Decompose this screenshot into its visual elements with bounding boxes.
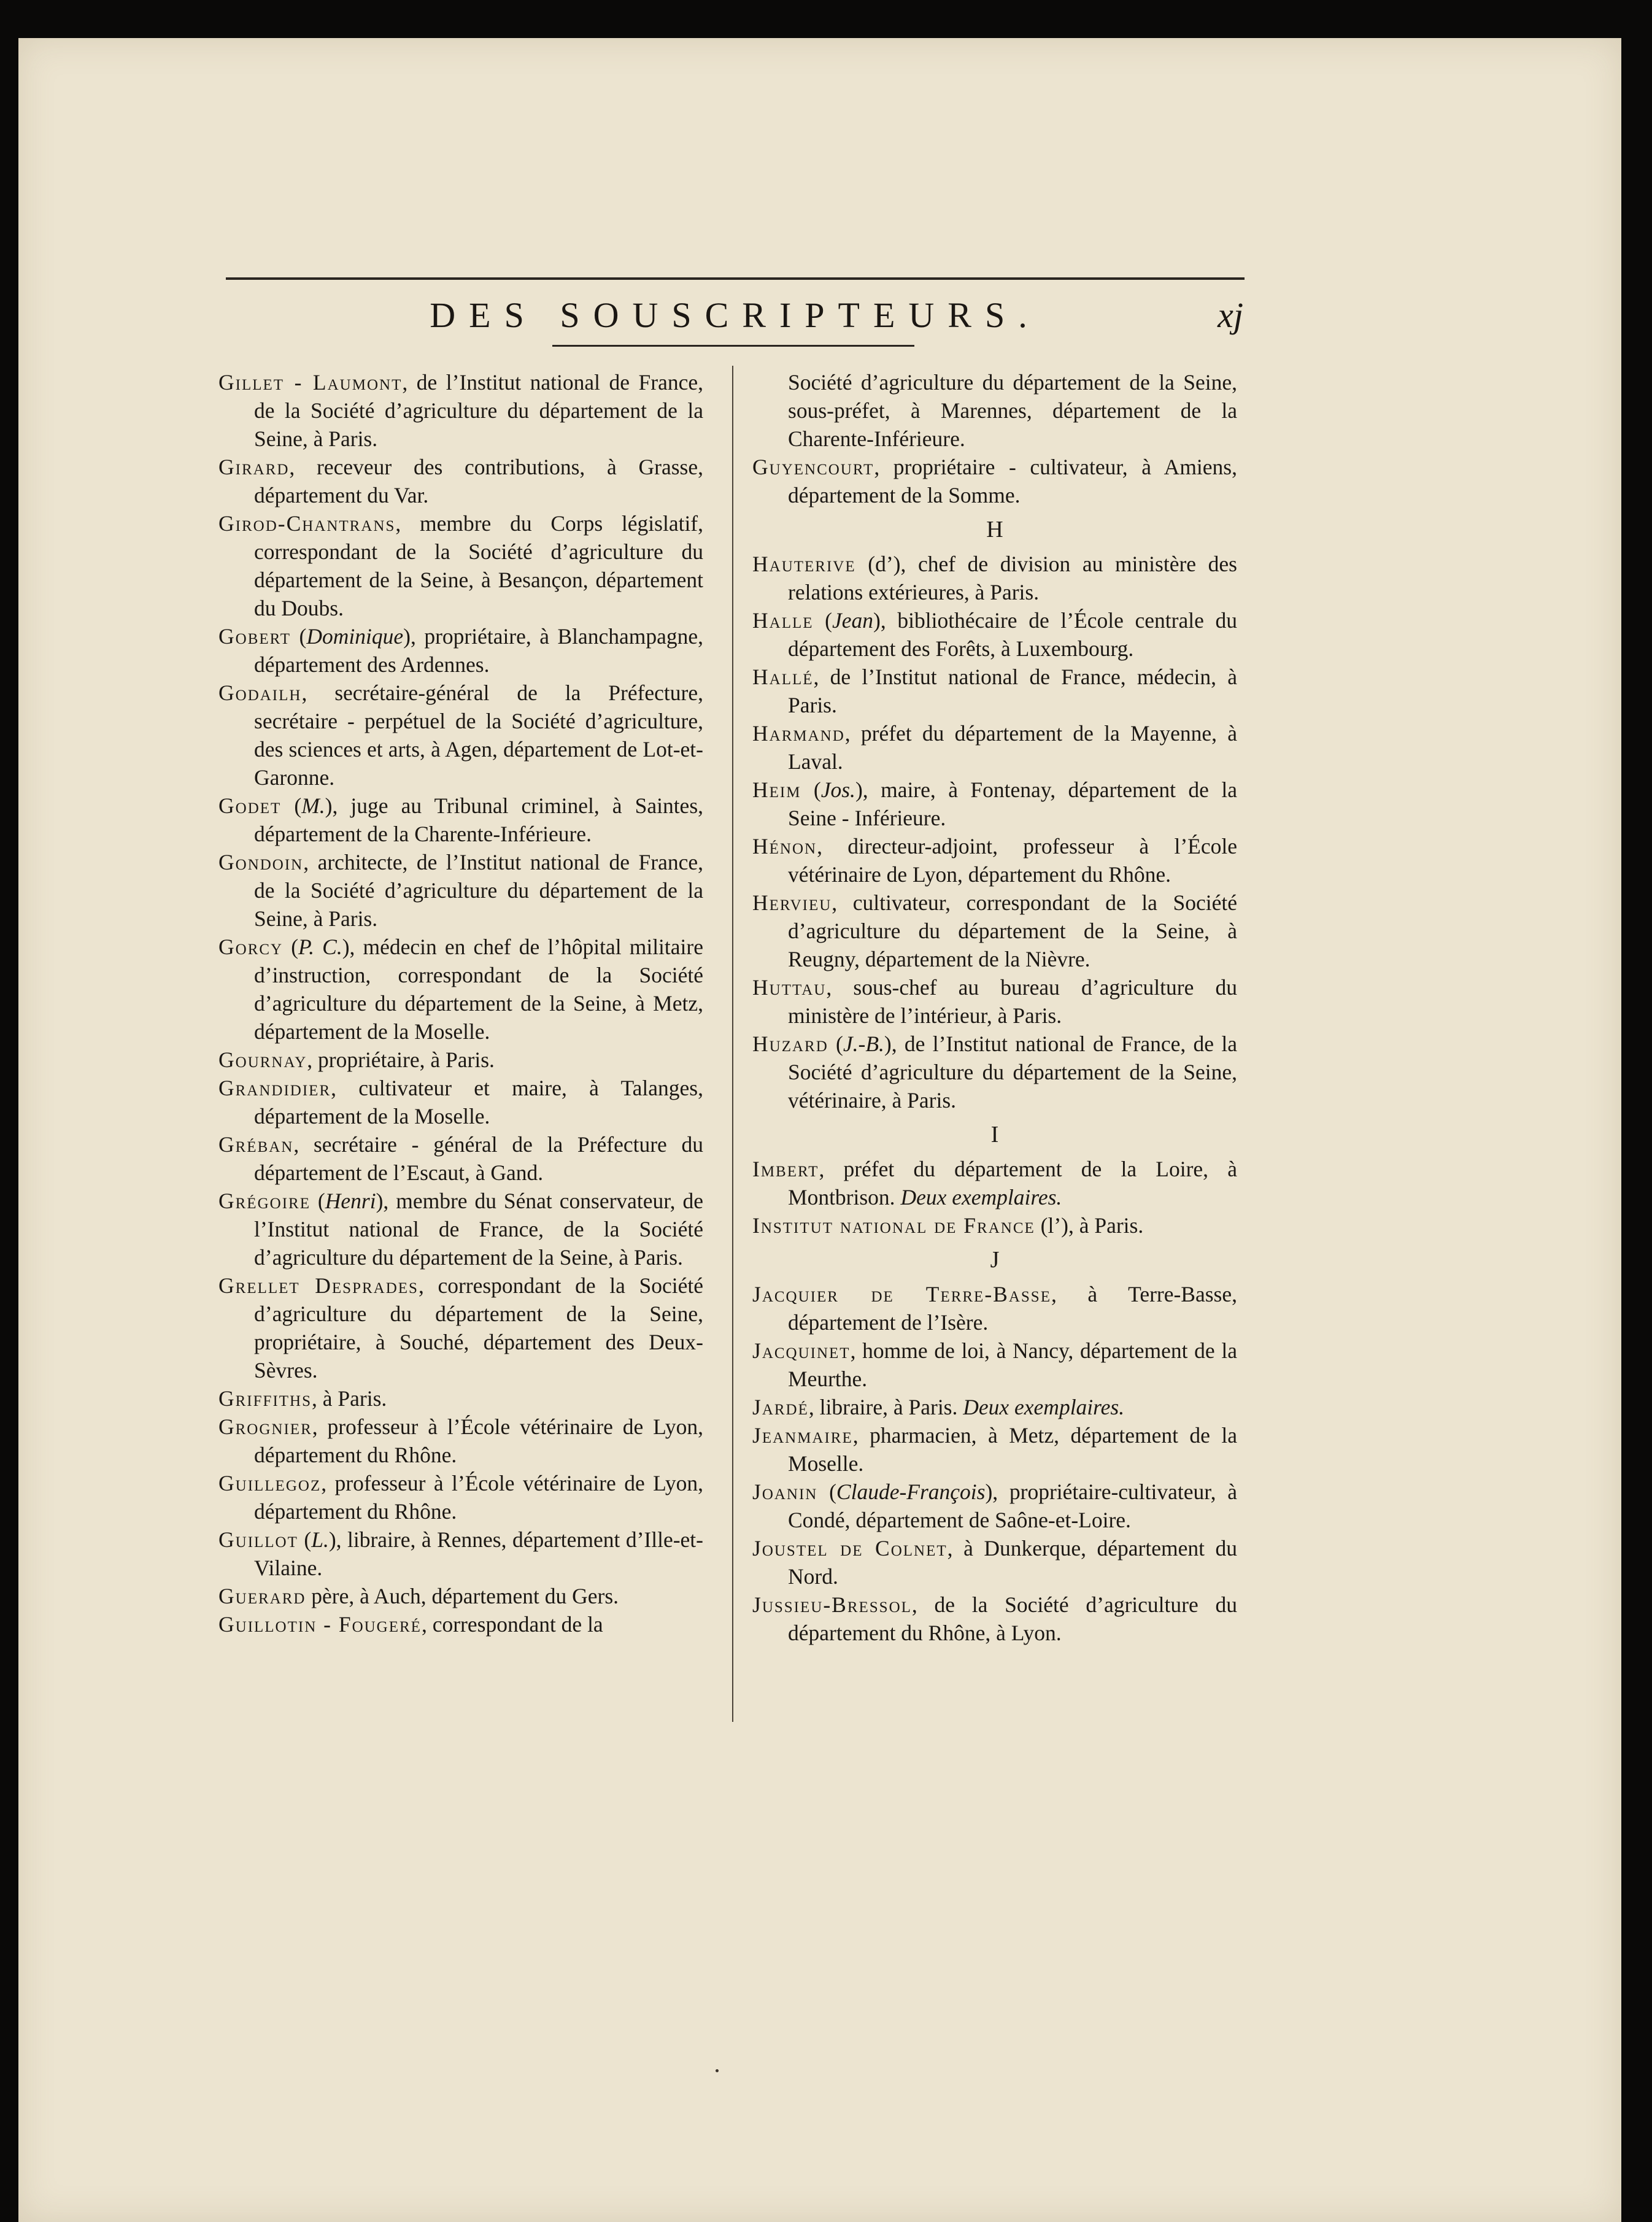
entry-text: , de l’Institut national de France, de la Société d’agriculture du département de la Seine, à Paris. (254, 370, 703, 451)
subscriber-name: Joanin (752, 1479, 818, 1504)
entry-text: , membre du Corps législatif, correspondant de la Société d’agriculture du département de la Seine, à Besançon, département du Doubs. (254, 511, 703, 620)
entry-text: , receveur des contributions, à Grasse, département du Var. (254, 455, 703, 507)
subscriber-name: Hallé (752, 665, 814, 689)
subscriber-entry (218, 1074, 703, 1130)
section-letter: I (990, 1122, 999, 1148)
entry-text: , à Terre-Basse, département de l’Isère. (788, 1282, 1237, 1335)
entry-text: , correspondant de la (421, 1612, 603, 1637)
subscriber-entry (218, 368, 703, 453)
left-column (218, 368, 703, 1638)
subscriber-entry (218, 509, 703, 622)
entry-text: , correspondant de la Société d’agriculture du département de la Seine, propriétaire, à Souché, département des Deux-Sèvres. (254, 1273, 703, 1383)
subscriber-entry (218, 1046, 703, 1074)
subscriber-name: Guerard (218, 1584, 306, 1608)
entry-text: ( (310, 1189, 325, 1213)
section-letter: J (990, 1247, 1000, 1273)
subscriber-entry (752, 889, 1237, 973)
subscriber-name: Huttau (752, 975, 827, 1000)
entry-text: ( (291, 624, 307, 649)
copies-note: Deux exemplaires. (900, 1185, 1062, 1209)
subscriber-name: Girod-Chantrans (218, 511, 396, 536)
entry-text: , professeur à l’École vétérinaire de Lyon, département du Rhône. (254, 1414, 703, 1467)
entry-text: ), médecin en chef de l’hôpital militaire d’instruction, correspondant de la Société d’agriculture du département de la Seine, à Metz, département de la Moselle. (254, 935, 703, 1044)
entry-text: , cultivateur, correspondant de la Société d’agriculture du département de la Seine, à Reugny, département de la Nièvre. (788, 890, 1237, 971)
subscriber-name: Harmand (752, 721, 845, 746)
subscriber-name: Hénon (752, 834, 817, 858)
subscriber-name: Heim (752, 777, 801, 802)
entry-text: ), libraire, à Rennes, département d’Ille-et-Vilaine. (254, 1527, 703, 1580)
entry-text: ( (283, 935, 299, 959)
entry-text: ), propriétaire, à Blanchampagne, département des Ardennes. (254, 624, 704, 677)
right-column (752, 368, 1237, 1647)
subscriber-entry (752, 606, 1237, 663)
entry-text: ( (298, 1527, 312, 1552)
subscriber-name: Gréban (218, 1132, 294, 1157)
subscriber-entry (218, 1384, 703, 1413)
subscriber-entry (218, 1413, 703, 1469)
entry-continuation (752, 368, 1237, 453)
running-title: DES SOUSCRIPTEURS. (430, 295, 1041, 335)
subscriber-entry (752, 663, 1237, 719)
entry-text: (l’), à Paris. (1035, 1213, 1144, 1238)
subscriber-forename: Henri (325, 1189, 376, 1213)
copies-note: Deux exemplaires. (963, 1395, 1125, 1419)
subscriber-entry (752, 1030, 1237, 1114)
subscriber-name: Godet (218, 793, 282, 818)
subscriber-entry (752, 719, 1237, 776)
subscriber-name: Jeanmaire (752, 1423, 853, 1448)
subscriber-entry (752, 1280, 1237, 1337)
subscriber-name: Grégoire (218, 1189, 311, 1213)
subscriber-name: Jardé (752, 1395, 809, 1419)
entry-text: , de l’Institut national de France, médecin, à Paris. (788, 665, 1237, 717)
subscriber-name: Guillot (218, 1527, 298, 1552)
entry-text: , sous-chef au bureau d’agriculture du ministère de l’intérieur, à Paris. (788, 975, 1237, 1028)
entry-text: (d’), chef de division au ministère des relations extérieures, à Paris. (788, 552, 1237, 604)
subscriber-name: Gournay (218, 1047, 307, 1072)
entry-text: , secrétaire-général de la Préfecture, secrétaire - perpétuel de la Société d’agriculture, des sciences et arts, à Agen, département de Lot-et-Garonne. (254, 681, 703, 790)
entry-text: , homme de loi, à Nancy, département de la Meurthe. (788, 1338, 1237, 1391)
column-divider (732, 366, 733, 1722)
entry-text: Société d’agriculture du département de la Seine, sous-préfet, à Marennes, département de la Charente-Inférieure. (788, 370, 1237, 451)
subscriber-name: Institut national de France (752, 1213, 1035, 1238)
subscriber-entry (218, 1187, 703, 1271)
entry-text: ( (813, 608, 832, 633)
entry-text: ( (817, 1479, 836, 1504)
entry-text: , architecte, de l’Institut national de France, de la Société d’agriculture du département de la Seine, à Paris. (254, 850, 703, 931)
entry-text: ( (801, 777, 821, 802)
subscriber-forename: Jos. (820, 777, 855, 802)
subscriber-entry (218, 622, 703, 679)
subscriber-entry (752, 1337, 1237, 1393)
subscriber-forename: Dominique (306, 624, 404, 649)
subscriber-name: Gillet - Laumont (218, 370, 403, 395)
subscriber-name: Huzard (752, 1032, 828, 1056)
section-letter: H (986, 517, 1003, 542)
entry-text: ), de l’Institut national de France, de la Société d’agriculture du département de la Seine, vétérinaire, à Paris. (788, 1032, 1237, 1113)
subscriber-entry (752, 1534, 1237, 1591)
entry-text: ), membre du Sénat conservateur, de l’Institut national de France, de la Société d’agriculture du département de la Seine, à Paris. (254, 1189, 704, 1270)
subscriber-entry (218, 1526, 703, 1582)
entry-text: , à Dunkerque, département du Nord. (788, 1536, 1237, 1589)
entry-text: ), bibliothécaire de l’École centrale du département des Forêts, à Luxembourg. (788, 608, 1237, 661)
subscriber-entry (752, 973, 1237, 1030)
entry-text: père, à Auch, département du Gers. (306, 1584, 619, 1608)
paper-speck (716, 2069, 719, 2072)
entry-text: , directeur-adjoint, professeur à l’École vétérinaire de Lyon, département du Rhône. (788, 834, 1237, 887)
subscriber-entry (752, 550, 1237, 606)
subscriber-entry (752, 832, 1237, 889)
subscriber-forename: Claude-François (836, 1479, 986, 1504)
entry-text: , préfet du département de la Loire, à Montbrison. (788, 1157, 1237, 1209)
subscriber-name: Jussieu-Bressol (752, 1592, 912, 1617)
subscriber-entry (218, 1610, 703, 1638)
subscriber-name: Jacquinet (752, 1338, 851, 1363)
subscriber-name: Griffiths (218, 1386, 312, 1411)
subscriber-name: Gorcy (218, 935, 284, 959)
subscriber-entry (752, 1211, 1237, 1240)
book-page (18, 38, 1621, 2222)
entry-text: , professeur à l’École vétérinaire de Lyon, département du Rhône. (254, 1471, 703, 1524)
subscriber-forename: M. (301, 793, 325, 818)
subscriber-entry (752, 1393, 1237, 1421)
subscriber-entry (218, 1582, 703, 1610)
subscriber-entry (218, 1130, 703, 1187)
subscriber-entry (218, 792, 703, 848)
subscriber-forename: J.-B. (843, 1032, 884, 1056)
title-underline (552, 345, 914, 347)
subscriber-name: Grandidier (218, 1076, 331, 1100)
subscriber-entry (752, 1421, 1237, 1478)
subscriber-name: Grognier (218, 1414, 312, 1439)
subscriber-entry (752, 1478, 1237, 1534)
subscriber-name: Halle (752, 608, 814, 633)
subscriber-name: Joustel de Colnet (752, 1536, 948, 1560)
subscriber-entry (218, 1469, 703, 1526)
entry-text: , propriétaire - cultivateur, à Amiens, département de la Somme. (788, 455, 1237, 507)
subscriber-entry (752, 776, 1237, 832)
running-header (226, 295, 1245, 350)
subscriber-name: Gondoin (218, 850, 304, 874)
subscriber-name: Hervieu (752, 890, 832, 915)
subscriber-name: Gobert (218, 624, 291, 649)
subscriber-entry (218, 1271, 703, 1384)
entry-text: , libraire, à Paris. (808, 1395, 963, 1419)
subscriber-entry (752, 1155, 1237, 1211)
subscriber-entry (752, 453, 1237, 509)
entry-text: ), juge au Tribunal criminel, à Saintes, département de la Charente-Inférieure. (254, 793, 704, 846)
entry-text: , de la Société d’agriculture du département du Rhône, à Lyon. (788, 1592, 1237, 1645)
subscriber-entry (752, 1591, 1237, 1647)
entry-text: ( (281, 793, 302, 818)
subscriber-name: Jacquier de Terre-Basse (752, 1282, 1051, 1306)
subscriber-forename: P. C. (298, 935, 342, 959)
subscriber-name: Guillegoz (218, 1471, 322, 1495)
subscriber-name: Godailh (218, 681, 302, 705)
subscriber-entry (218, 848, 703, 933)
entry-text: , à Paris. (312, 1386, 387, 1411)
subscriber-entry (218, 933, 703, 1046)
entry-text: , pharmacien, à Metz, département de la Moselle. (788, 1423, 1237, 1476)
entry-text: , cultivateur et maire, à Talanges, département de la Moselle. (254, 1076, 703, 1128)
subscriber-forename: L. (311, 1527, 329, 1552)
subscriber-entry (218, 453, 703, 509)
subscriber-forename: Jean (832, 608, 874, 633)
subscriber-name: Imbert (752, 1157, 819, 1181)
page-number: xj (1218, 295, 1243, 335)
entry-text: , propriétaire, à Paris. (307, 1047, 495, 1072)
entry-text: ), maire, à Fontenay, département de la Seine - Inférieure. (788, 777, 1237, 830)
entry-text: ( (828, 1032, 843, 1056)
entry-text: , secrétaire - général de la Préfecture du département de l’Escaut, à Gand. (254, 1132, 703, 1185)
subscriber-entry (218, 679, 703, 792)
subscriber-name: Guyencourt (752, 455, 874, 479)
subscriber-name: Grellet Desprades (218, 1273, 419, 1298)
subscriber-name: Girard (218, 455, 290, 479)
subscriber-name: Hauterive (752, 552, 856, 576)
subscriber-name: Guillotin - Fougeré (218, 1612, 422, 1637)
entry-text: ), propriétaire-cultivateur, à Condé, département de Saône-et-Loire. (788, 1479, 1237, 1532)
entry-text: , préfet du département de la Mayenne, à Laval. (788, 721, 1237, 774)
header-rule (226, 277, 1245, 280)
